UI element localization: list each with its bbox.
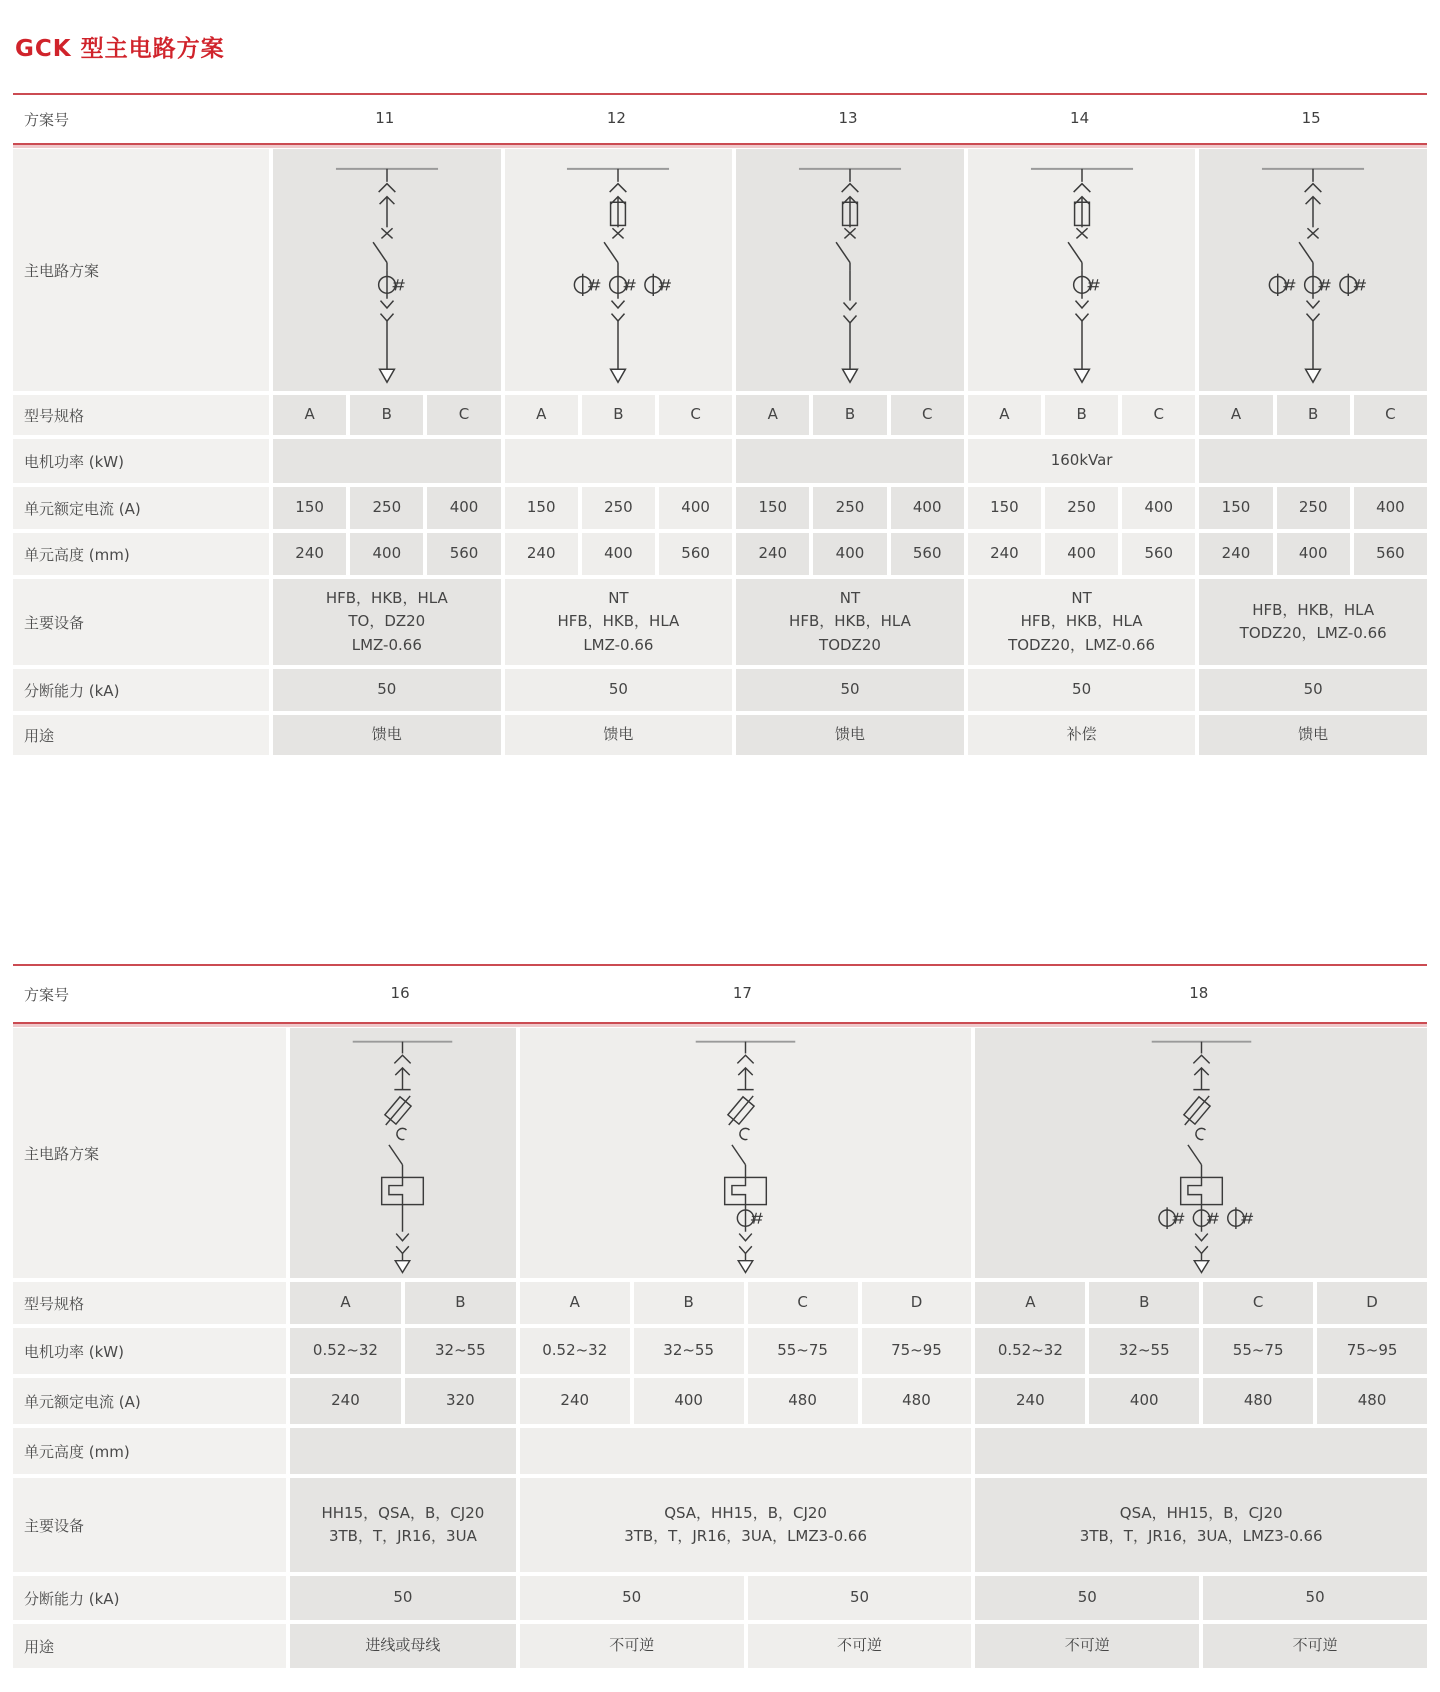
- specs-cell: A: [968, 395, 1041, 435]
- circuit-diagram-scheme-14: [968, 149, 1196, 391]
- scheme-group-17: [520, 1576, 972, 1620]
- row-label-usage: 用途: [13, 1624, 286, 1668]
- unit_height-cell: 240: [505, 533, 578, 575]
- equipment-cell: [968, 579, 1196, 665]
- unit_height-cell: 400: [1045, 533, 1118, 575]
- specs-cell: A: [1199, 395, 1272, 435]
- scheme-group-15: [1199, 579, 1427, 665]
- scheme-group-15: [1199, 669, 1427, 711]
- specs-cell: A: [273, 395, 346, 435]
- specs-cell: B: [582, 395, 655, 435]
- circuit-diagram-scheme-15: [1199, 149, 1427, 391]
- unit_height-cell: 400: [813, 533, 886, 575]
- scheme-group-13: [736, 395, 964, 435]
- scheme-group-15: [1199, 439, 1427, 483]
- scheme-group-16: [290, 1378, 516, 1424]
- single-line-diagram: [756, 154, 944, 386]
- table-row-rated_current: [13, 487, 1427, 529]
- table-row-scheme_no: [13, 93, 1427, 145]
- scheme-group-11: [273, 149, 501, 391]
- table-row-diagram: [13, 149, 1427, 391]
- row-label-breaking: 分断能力 (kA): [13, 1576, 286, 1620]
- usage-cell: 馈电: [273, 715, 501, 755]
- usage-cell: 不可逆: [975, 1624, 1199, 1668]
- scheme-group-15: [1199, 715, 1427, 755]
- equipment-line: 3TB，T，JR16，3UA，LMZ3-0.66: [624, 1527, 867, 1545]
- scheme-number: 16: [390, 984, 410, 1003]
- scheme-group-18: [975, 1428, 1427, 1474]
- scheme-group-12: [501, 95, 733, 143]
- equipment-cell: [273, 579, 501, 665]
- scheme-number: 12: [606, 109, 626, 128]
- page-title: GCK 型主电路方案: [15, 36, 225, 62]
- scheme-group-13: [736, 579, 964, 665]
- equipment-line: TO，DZ20: [348, 612, 426, 631]
- equipment-cell: [505, 579, 733, 665]
- row-label-scheme_no: 方案号: [24, 985, 70, 1004]
- motor_power-cell: 32~55: [1089, 1328, 1199, 1374]
- scheme-group-11: [273, 533, 501, 575]
- specs-cell: C: [427, 395, 500, 435]
- specs-cell: A: [736, 395, 809, 435]
- breaking-cell: 50: [975, 1576, 1199, 1620]
- single-line-diagram: [293, 154, 481, 386]
- rated_current-cell: 250: [350, 487, 423, 529]
- unit_height-cell: 240: [1199, 533, 1272, 575]
- scheme-group-18: [971, 966, 1427, 1022]
- motor_power-cell: 0.52~32: [290, 1328, 401, 1374]
- equipment-line: LMZ-0.66: [351, 635, 422, 654]
- scheme-group-17: [520, 1478, 972, 1572]
- scheme-group-16: [290, 1428, 516, 1474]
- equipment-line: HH15，QSA，B，CJ20: [321, 1503, 485, 1522]
- scheme-group-14: [968, 533, 1196, 575]
- row-label-diagram: 主电路方案: [13, 149, 269, 391]
- circuit-diagram-scheme-17: [520, 1028, 972, 1278]
- unit_height-cell: 560: [1122, 533, 1195, 575]
- equipment-line: 3TB，T，JR16，3UA: [328, 1527, 477, 1545]
- scheme-group-12: [505, 669, 733, 711]
- equipment-line: HFB，HKB，HLA: [1020, 612, 1143, 631]
- motor_power-cell: 0.52~32: [975, 1328, 1085, 1374]
- unit_height-cell: [290, 1428, 516, 1474]
- unit_height-cell: [520, 1428, 972, 1474]
- circuit-diagram-scheme-11: [273, 149, 501, 391]
- table-row-motor_power: [13, 439, 1427, 483]
- rated_current-cell: 400: [1122, 487, 1195, 529]
- breaking-cell: 50: [520, 1576, 744, 1620]
- specs-cell: B: [634, 1282, 744, 1324]
- row-label-equipment: 主要设备: [13, 1478, 286, 1572]
- scheme-group-17: [520, 1282, 972, 1324]
- motor_power-cell: 32~55: [405, 1328, 516, 1374]
- single-line-diagram: [1111, 1029, 1292, 1277]
- scheme-group-11: [273, 669, 501, 711]
- scheme-group-11: [273, 715, 501, 755]
- scheme-group-15: [1199, 149, 1427, 391]
- unit_height-cell: 240: [273, 533, 346, 575]
- equipment-line: TODZ20，LMZ-0.66: [1008, 635, 1156, 654]
- table-row-unit_height: [13, 1428, 1427, 1474]
- row-label-breaking: 分断能力 (kA): [13, 669, 269, 711]
- row-label-rated_current: 单元额定电流 (A): [13, 487, 269, 529]
- usage-cell: 馈电: [505, 715, 733, 755]
- scheme-group-14: [968, 487, 1196, 529]
- unit_height-cell: [975, 1428, 1427, 1474]
- equipment-cell: [1199, 579, 1427, 665]
- specs-cell: A: [520, 1282, 630, 1324]
- circuit-diagram-scheme-13: [736, 149, 964, 391]
- circuit-diagram-scheme-18: [975, 1028, 1427, 1278]
- rated_current-cell: 400: [659, 487, 732, 529]
- scheme-group-14: [968, 669, 1196, 711]
- scheme-group-18: [975, 1478, 1427, 1572]
- breaking-cell: 50: [505, 669, 733, 711]
- rated_current-cell: 400: [1089, 1378, 1199, 1424]
- table-row-diagram: [13, 1028, 1427, 1278]
- scheme-group-15: [1199, 487, 1427, 529]
- motor_power-cell: 32~55: [634, 1328, 744, 1374]
- breaking-cell: 50: [968, 669, 1196, 711]
- motor_power-cell: 75~95: [1317, 1328, 1427, 1374]
- unit_height-cell: 560: [659, 533, 732, 575]
- equipment-line: 3TB，T，JR16，3UA，LMZ3-0.66: [1079, 1527, 1323, 1545]
- row-label-motor_power: 电机功率 (kW): [13, 439, 269, 483]
- scheme-group-17: [520, 1378, 972, 1424]
- equipment-line: NT: [1071, 589, 1092, 608]
- rated_current-cell: 480: [748, 1378, 858, 1424]
- scheme-group-11: [273, 579, 501, 665]
- scheme-table-11-15: [13, 93, 1427, 755]
- equipment-line: QSA，HH15，B，CJ20: [1119, 1503, 1283, 1522]
- specs-cell: B: [1045, 395, 1118, 435]
- scheme-group-17: [520, 1328, 972, 1374]
- breaking-cell: 50: [748, 1576, 972, 1620]
- motor_power-cell: [1199, 439, 1427, 483]
- breaking-cell: 50: [1199, 669, 1427, 711]
- breaking-cell: 50: [736, 669, 964, 711]
- equipment-cell: [520, 1478, 972, 1572]
- scheme-group-13: [732, 95, 964, 143]
- scheme-group-16: [290, 1478, 516, 1572]
- unit_height-cell: 400: [1277, 533, 1350, 575]
- single-line-diagram: [988, 154, 1176, 386]
- scheme-group-12: [505, 533, 733, 575]
- scheme-group-14: [968, 395, 1196, 435]
- rated_current-cell: 150: [736, 487, 809, 529]
- scheme-number: 15: [1301, 109, 1321, 128]
- usage-cell: 不可逆: [1203, 1624, 1427, 1668]
- equipment-line: HFB，HKB，HLA: [789, 612, 911, 631]
- table-row-breaking: [13, 1576, 1427, 1620]
- equipment-line: LMZ-0.66: [583, 635, 654, 654]
- row-label-equipment: 主要设备: [13, 579, 269, 665]
- equipment-line: HFB，HKB，HLA: [1252, 600, 1375, 619]
- scheme-group-12: [505, 395, 733, 435]
- rated_current-cell: 240: [520, 1378, 630, 1424]
- equipment-cell: [975, 1478, 1427, 1572]
- rated_current-cell: 400: [891, 487, 964, 529]
- scheme-group-18: [975, 1576, 1427, 1620]
- scheme-group-12: [505, 487, 733, 529]
- scheme-group-11: [269, 95, 501, 143]
- usage-cell: 补偿: [968, 715, 1196, 755]
- scheme-group-18: [975, 1378, 1427, 1424]
- unit_height-cell: 560: [1354, 533, 1427, 575]
- scheme-number: 17: [732, 984, 752, 1003]
- specs-cell: D: [1317, 1282, 1427, 1324]
- scheme-group-16: [290, 1282, 516, 1324]
- equipment-line: HFB，HKB，HLA: [557, 612, 680, 631]
- rated_current-cell: 480: [1317, 1378, 1427, 1424]
- scheme-group-11: [273, 395, 501, 435]
- specs-cell: C: [1203, 1282, 1313, 1324]
- scheme-number: 18: [1189, 984, 1209, 1003]
- specs-cell: C: [1122, 395, 1195, 435]
- scheme-group-14: [968, 715, 1196, 755]
- scheme-group-13: [736, 533, 964, 575]
- scheme-group-17: [514, 966, 970, 1022]
- row-label-unit_height: 单元高度 (mm): [13, 1428, 286, 1474]
- usage-cell: 不可逆: [748, 1624, 972, 1668]
- single-line-diagram: [312, 1029, 493, 1277]
- specs-cell: C: [659, 395, 732, 435]
- specs-cell: C: [891, 395, 964, 435]
- scheme-group-16: [290, 1028, 516, 1278]
- scheme-group-18: [975, 1624, 1427, 1668]
- scheme-number: 14: [1070, 109, 1090, 128]
- scheme-group-12: [505, 579, 733, 665]
- row-label-specs: 型号规格: [13, 1282, 286, 1324]
- motor_power-cell: 55~75: [1203, 1328, 1313, 1374]
- table-row-usage: [13, 715, 1427, 755]
- scheme-group-15: [1199, 533, 1427, 575]
- motor_power-cell: 0.52~32: [520, 1328, 630, 1374]
- rated_current-cell: 480: [862, 1378, 972, 1424]
- scheme-group-16: [290, 1624, 516, 1668]
- rated_current-cell: 240: [290, 1378, 401, 1424]
- scheme-table-16-18: [13, 964, 1427, 1668]
- row-label-usage: 用途: [13, 715, 269, 755]
- rated_current-cell: 150: [1199, 487, 1272, 529]
- row-label-diagram: 主电路方案: [13, 1028, 286, 1278]
- specs-cell: D: [862, 1282, 972, 1324]
- unit_height-cell: 240: [736, 533, 809, 575]
- equipment-line: NT: [608, 589, 629, 608]
- single-line-diagram: [655, 1029, 836, 1277]
- scheme-group-16: [290, 1576, 516, 1620]
- scheme-number: 11: [375, 109, 395, 128]
- scheme-group-13: [736, 149, 964, 391]
- specs-cell: B: [813, 395, 886, 435]
- scheme-group-15: [1195, 95, 1427, 143]
- rated_current-cell: 400: [427, 487, 500, 529]
- specs-cell: A: [505, 395, 578, 435]
- rated_current-cell: 480: [1203, 1378, 1313, 1424]
- row-label-unit_height: 单元高度 (mm): [13, 533, 269, 575]
- motor_power-cell: [736, 439, 964, 483]
- usage-cell: 馈电: [1199, 715, 1427, 755]
- table-row-equipment: [13, 579, 1427, 665]
- scheme-group-15: [1199, 395, 1427, 435]
- unit_height-cell: 400: [582, 533, 655, 575]
- equipment-line: NT: [839, 589, 861, 608]
- scheme-group-13: [736, 715, 964, 755]
- scheme-group-17: [520, 1428, 972, 1474]
- motor_power-cell: 160kVar: [968, 439, 1196, 483]
- table-row-rated_current: [13, 1378, 1427, 1424]
- scheme-group-11: [273, 487, 501, 529]
- equipment-cell: [736, 579, 964, 665]
- unit_height-cell: 560: [891, 533, 964, 575]
- usage-cell: 不可逆: [520, 1624, 744, 1668]
- scheme-group-12: [505, 149, 733, 391]
- equipment-line: TODZ20: [819, 635, 881, 654]
- table-row-usage: [13, 1624, 1427, 1668]
- rated_current-cell: 400: [634, 1378, 744, 1424]
- rated_current-cell: 250: [582, 487, 655, 529]
- breaking-cell: 50: [273, 669, 501, 711]
- motor_power-cell: 55~75: [748, 1328, 858, 1374]
- scheme-group-13: [736, 439, 964, 483]
- circuit-diagram-scheme-16: [290, 1028, 516, 1278]
- breaking-cell: 50: [1203, 1576, 1427, 1620]
- breaking-cell: 50: [290, 1576, 516, 1620]
- row-label-rated_current: 单元额定电流 (A): [13, 1378, 286, 1424]
- table-row-scheme_no: [13, 964, 1427, 1024]
- scheme-group-13: [736, 669, 964, 711]
- scheme-group-14: [968, 579, 1196, 665]
- scheme-group-12: [505, 715, 733, 755]
- scheme-group-17: [520, 1624, 972, 1668]
- specs-cell: B: [1089, 1282, 1199, 1324]
- rated_current-cell: 250: [1277, 487, 1350, 529]
- rated_current-cell: 250: [813, 487, 886, 529]
- scheme-group-16: [290, 1328, 516, 1374]
- scheme-number: 13: [838, 109, 858, 128]
- rated_current-cell: 150: [505, 487, 578, 529]
- scheme-group-12: [505, 439, 733, 483]
- scheme-group-18: [975, 1282, 1427, 1324]
- specs-cell: C: [748, 1282, 858, 1324]
- motor_power-cell: [273, 439, 501, 483]
- rated_current-cell: 320: [405, 1378, 516, 1424]
- rated_current-cell: 400: [1354, 487, 1427, 529]
- scheme-group-18: [975, 1028, 1427, 1278]
- scheme-group-18: [975, 1328, 1427, 1374]
- specs-cell: A: [290, 1282, 401, 1324]
- scheme-group-14: [964, 95, 1196, 143]
- usage-cell: 进线或母线: [290, 1624, 516, 1668]
- rated_current-cell: 240: [975, 1378, 1085, 1424]
- scheme-group-14: [968, 149, 1196, 391]
- table-row-motor_power: [13, 1328, 1427, 1374]
- circuit-diagram-scheme-12: [505, 149, 733, 391]
- table-row-specs: [13, 395, 1427, 435]
- table-row-specs: [13, 1282, 1427, 1324]
- table-spacer: [13, 759, 1427, 964]
- scheme-group-16: [286, 966, 514, 1022]
- table-row-breaking: [13, 669, 1427, 711]
- scheme-group-11: [273, 439, 501, 483]
- row-label-specs: 型号规格: [13, 395, 269, 435]
- scheme-group-13: [736, 487, 964, 529]
- row-label-scheme_no: 方案号: [24, 110, 70, 129]
- motor_power-cell: 75~95: [862, 1328, 972, 1374]
- unit_height-cell: 240: [968, 533, 1041, 575]
- motor_power-cell: [505, 439, 733, 483]
- equipment-line: TODZ20，LMZ-0.66: [1239, 624, 1387, 642]
- scheme-group-14: [968, 439, 1196, 483]
- usage-cell: 馈电: [736, 715, 964, 755]
- specs-cell: C: [1354, 395, 1427, 435]
- equipment-line: QSA，HH15，B，CJ20: [664, 1503, 827, 1522]
- specs-cell: B: [405, 1282, 516, 1324]
- single-line-diagram: [524, 154, 712, 386]
- rated_current-cell: 250: [1045, 487, 1118, 529]
- specs-cell: B: [1277, 395, 1350, 435]
- specs-cell: A: [975, 1282, 1085, 1324]
- table-row-equipment: [13, 1478, 1427, 1572]
- unit_height-cell: 560: [427, 533, 500, 575]
- rated_current-cell: 150: [968, 487, 1041, 529]
- row-label-motor_power: 电机功率 (kW): [13, 1328, 286, 1374]
- table-row-unit_height: [13, 533, 1427, 575]
- equipment-cell: [290, 1478, 516, 1572]
- equipment-line: HFB，HKB，HLA: [325, 589, 448, 608]
- scheme-group-17: [520, 1028, 972, 1278]
- unit_height-cell: 400: [350, 533, 423, 575]
- single-line-diagram: [1219, 154, 1407, 386]
- rated_current-cell: 150: [273, 487, 346, 529]
- specs-cell: B: [350, 395, 423, 435]
